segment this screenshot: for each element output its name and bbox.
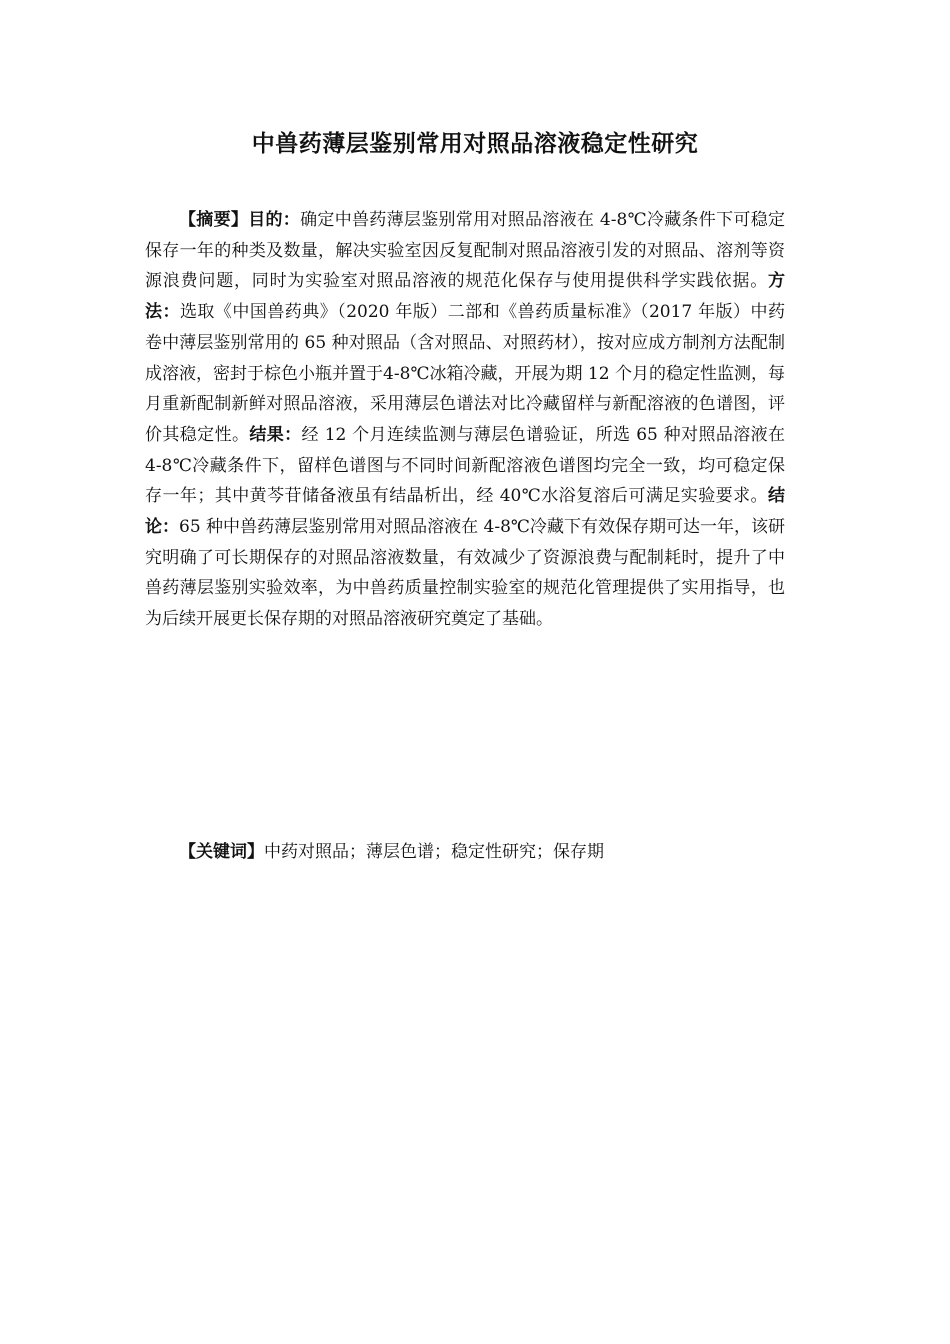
keywords-label: 【关键词】 — [179, 842, 264, 862]
paper-title: 中兽药薄层鉴别常用对照品溶液稳定性研究 — [251, 131, 699, 157]
objective-text: 确定中兽药薄层鉴别常用对照品溶液在 4-8℃冷藏条件下可稳定保存一年的种类及数量，解决实验室因反复配制对照品溶液引发的对照品、溶剂等资源浪费问题，同时为实验室对照品溶液的规范化保存与使用提供科学实践依据。 — [145, 210, 786, 292]
conclusion-text: 65 种中兽药薄层鉴别常用对照品溶液在 4-8℃冷藏下有效保存期可达一年，该研究明确了可长期保存的对照品溶液数量，有效减少了资源浪费与配制耗时，提升了中兽药薄层鉴别实验效率，为中兽药质量控制实验室的规范化管理提供了实用指导，也为后续开展更长保存期的对照品溶液研究奠定了基础。 — [145, 517, 785, 630]
keywords-text: 中药对照品；薄层色谱；稳定性研究；保存期 — [264, 842, 604, 862]
abstract-label: 【摘要】 — [179, 210, 249, 230]
results-text: 经 12 个月连续监测与薄层色谱验证，所选 65 种对照品溶液在 4-8℃冷藏条件下，留样色谱图与不同时间新配溶液色谱图均完全一致，均可稳定保存一年；其中黄芩苷储备液虽有结晶析出，经 40℃水浴复溶后可满足实验要求。 — [145, 424, 786, 507]
methods-text: 选取《中国兽药典》（2020 年版）二部和《兽药质量标准》（2017 年版）中药卷中薄层鉴别常用的 65 种对照品（含对照品、对照药材），按对应成方制剂方法配制成溶液，密封于棕色小瓶并置于4-8℃冰箱冷藏，开展为期 12 个月的稳定性监测，每月重新配制新鲜对照品溶液，采用薄层色谱法对比冷藏留样与新配溶液的色谱图，评价其稳定性。 — [145, 302, 785, 445]
objective-label: 目的： — [248, 210, 301, 230]
methods-label: 方法： — [145, 271, 785, 323]
abstract-paragraph — [145, 205, 785, 635]
keywords-line — [179, 837, 785, 867]
results-label: 结果： — [249, 424, 302, 445]
conclusion-label: 结论： — [145, 486, 785, 538]
